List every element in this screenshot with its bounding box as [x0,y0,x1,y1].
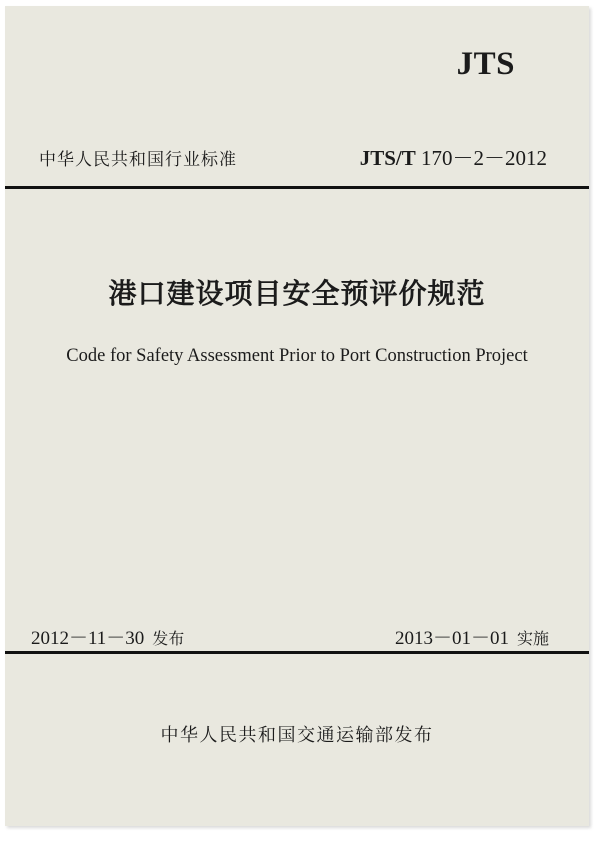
issue-label: 发布 [152,629,185,648]
implement-label: 实施 [516,629,549,648]
bottom-divider [5,651,589,654]
standard-number: 170－2－2012 [421,146,547,170]
implement-date-line [395,623,549,650]
implement-date: 2013－01－01 [394,628,509,649]
issue-date-line [31,623,184,650]
jts-logo: JTS [456,46,515,82]
issue-date: 2012－11－30 [31,628,145,649]
standard-category: 中华人民共和国行业标准 [39,150,237,170]
title-chinese: 港口建设项目安全预评价规范 [108,277,486,310]
top-divider [5,186,589,189]
title-english: Code for Safety Assessment Prior to Port Construction Project [66,346,528,366]
cover-page [5,6,589,826]
standard-prefix: JTS/T [359,146,416,170]
standard-code [360,142,547,172]
publisher: 中华人民共和国交通运输部发布 [160,725,434,746]
